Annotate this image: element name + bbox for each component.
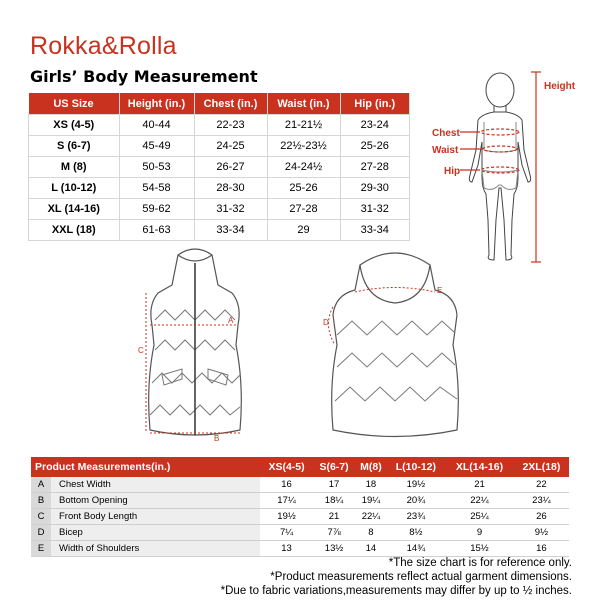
table-row [31,509,569,525]
table-cell: 28-30 [194,178,267,199]
table-row [29,157,410,178]
measure-name: Front Body Length [51,509,260,525]
header-cell: S(6-7) [313,457,355,477]
measure-key: A [31,477,51,493]
hip-label: Hip [444,166,461,177]
table-cell: 20¾ [387,493,446,509]
table-cell: 31-32 [340,199,410,220]
table-cell: 16 [260,477,313,493]
table-row [31,493,569,509]
size-cell: S (6-7) [29,136,120,157]
measure-key: D [31,525,51,541]
table-cell: 17¼ [260,493,313,509]
table-header-row [31,457,569,477]
header-cell: M(8) [355,457,386,477]
table-cell: 29 [267,220,340,241]
table-cell: 22-23 [194,115,267,136]
table-cell: 26 [514,509,569,525]
table-cell: 14¾ [387,541,446,557]
table-cell: 31-32 [194,199,267,220]
table-cell: 13½ [313,541,355,557]
label-c: C [138,346,144,355]
label-a: A [228,316,234,325]
table-cell: 21 [313,509,355,525]
label-b: B [214,434,220,443]
table-cell: 61-63 [119,220,194,241]
body-measurement-table [28,93,410,241]
table-row [29,220,410,241]
table-cell: 25-26 [340,136,410,157]
chest-label: Chest [432,128,460,139]
table-cell: 22¼ [445,493,514,509]
table-cell: 7⅞ [313,525,355,541]
table-row [29,178,410,199]
table-cell: 24-25 [194,136,267,157]
table-cell: 27-28 [340,157,410,178]
footnote: *The size chart is for reference only. [388,557,572,569]
table-row [31,525,569,541]
table-cell: 22 [514,477,569,493]
footnote: *Due to fabric variations,measurements may differ by up to ½ inches. [220,585,572,597]
header-cell: 2XL(18) [514,457,569,477]
table-cell: 16 [514,541,569,557]
table-cell: 45-49 [119,136,194,157]
table-row [31,477,569,493]
measure-name: Chest Width [51,477,260,493]
table-cell: 21-21½ [267,115,340,136]
table-cell: 17 [313,477,355,493]
size-cell: XL (14-16) [29,199,120,220]
table-cell: 8 [355,525,386,541]
label-e: E [437,286,443,295]
size-cell: L (10-12) [29,178,120,199]
table-cell: 59-62 [119,199,194,220]
table-cell: 7¼ [260,525,313,541]
label-d: D [323,318,329,327]
measure-name: Width of Shoulders [51,541,260,557]
vest-front [120,245,270,445]
header-cell: Product Measurements(in.) [31,457,260,477]
table-cell: 54-58 [119,178,194,199]
table-cell: 23¼ [514,493,569,509]
table-cell: 33-34 [340,220,410,241]
body-figure [420,70,590,270]
table-cell: 50-53 [119,157,194,178]
table-cell: 19½ [260,509,313,525]
footnote: *Product measurements reflect actual garment dimensions. [270,571,572,583]
table-cell: 9½ [514,525,569,541]
size-cell: XXL (18) [29,220,120,241]
table-cell: 13 [260,541,313,557]
header-cell: Height (in.) [119,93,194,115]
waist-label: Waist [432,145,459,156]
vest-back-body [332,253,459,437]
table-header-row [29,93,410,115]
product-measurement-table [31,457,569,557]
table-cell: 26-27 [194,157,267,178]
footnotes [221,556,572,598]
measure-key: B [31,493,51,509]
header-cell: US Size [29,93,120,115]
table-cell: 21 [445,477,514,493]
brand-name: Rokka&Rolla [30,32,177,60]
table-cell: 23¾ [387,509,446,525]
table-cell: 23-24 [340,115,410,136]
header-cell: XS(4-5) [260,457,313,477]
table-cell: 33-34 [194,220,267,241]
header-cell: XL(14-16) [445,457,514,477]
table-cell: 19¼ [355,493,386,509]
table-cell: 29-30 [340,178,410,199]
table-cell: 22¼ [355,509,386,525]
table-cell: 18¼ [313,493,355,509]
table-row [29,115,410,136]
table-cell: 25¼ [445,509,514,525]
height-label: Height [544,81,576,92]
measure-name: Bicep [51,525,260,541]
header-cell: L(10-12) [387,457,446,477]
table-cell: 22½-23½ [267,136,340,157]
table-cell: 8½ [387,525,446,541]
head-outline [486,73,514,107]
measure-name: Bottom Opening [51,493,260,509]
table-cell: 19½ [387,477,446,493]
size-cell: M (8) [29,157,120,178]
table-cell: 9 [445,525,514,541]
measure-key: E [31,541,51,557]
measure-key: C [31,509,51,525]
header-cell: Chest (in.) [194,93,267,115]
body-outline [469,112,530,260]
size-cell: XS (4-5) [29,115,120,136]
table-cell: 27-28 [267,199,340,220]
vest-back [315,245,475,445]
table-cell: 25-26 [267,178,340,199]
table-cell: 40-44 [119,115,194,136]
page-title: Girls’ Body Measurement [30,67,258,86]
table-row [29,199,410,220]
table-row [31,541,569,557]
table-cell: 18 [355,477,386,493]
table-cell: 24-24½ [267,157,340,178]
header-cell: Waist (in.) [267,93,340,115]
table-row [29,136,410,157]
table-cell: 14 [355,541,386,557]
table-cell: 15½ [445,541,514,557]
header-cell: Hip (in.) [340,93,410,115]
